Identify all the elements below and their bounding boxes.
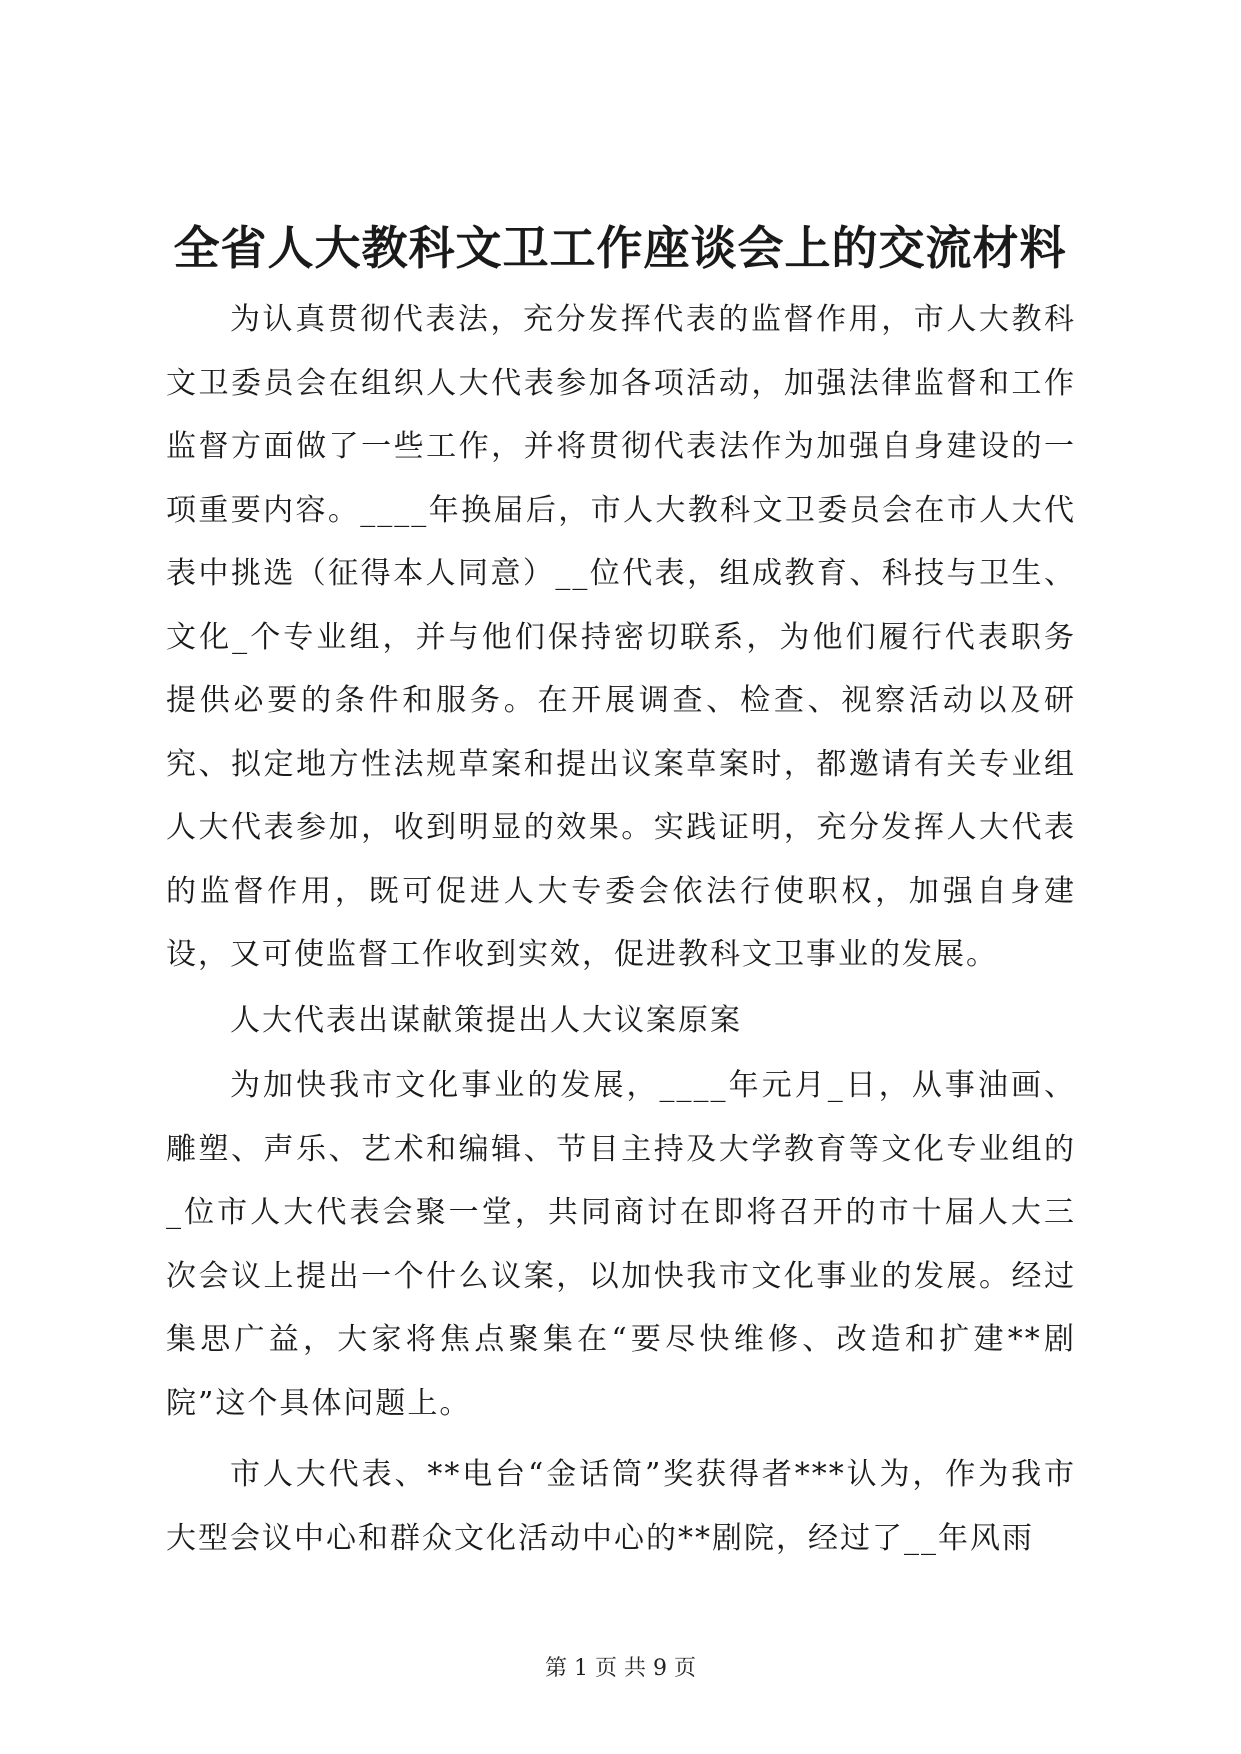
document-body [166,288,1076,1570]
document-title: 全省人大教科文卫工作座谈会上的交流材料 [173,221,1067,275]
paragraph-culture: 为加快我市文化事业的发展，____年元月_日，从事油画、雕塑、声乐、艺术和编辑、节目主持及大学教育等文化专业组的_位市人大代表会聚一堂，共同商讨在即将召开的市十届人大三次会议上提出一个什么议案，以加快我市文化事业的发展。经过集思广益，大家将焦点聚集在“要尽快维修、改造和扩建**剧院”这个具体问题上。 [166,1068,1076,1421]
section-heading: 人大代表出谋献策提出人大议案原案 [230,1002,742,1038]
page-number: 第 1 页 共 9 页 [545,1656,696,1681]
paragraph-theater: 市人大代表、**电台“金话筒”奖获得者***认为，作为我市大型会议中心和群众文化活动中心的**剧院，经过了__年风雨 [166,1457,1076,1556]
paragraph-intro: 为认真贯彻代表法，充分发挥代表的监督作用，市人大教科文卫委员会在组织人大代表参加各项活动，加强法律监督和工作监督方面做了一些工作，并将贯彻代表法作为加强自身建设的一项重要内容。____年换届后，市人大教科文卫委员会在市人大代表中挑选（征得本人同意）__位代表，组成教育、科技与卫生、文化_个专业组，并与他们保持密切联系，为他们履行代表职务提供必要的条件和服务。在开展调查、检查、视察活动以及研究、拟定地方性法规草案和提出议案草案时，都邀请有关专业组人大代表参加，收到明显的效果。实践证明，充分发挥人大代表的监督作用，既可促进人大专委会依法行使职权，加强自身建设，又可使监督工作收到实效，促进教科文卫事业的发展。 [166,302,1076,972]
